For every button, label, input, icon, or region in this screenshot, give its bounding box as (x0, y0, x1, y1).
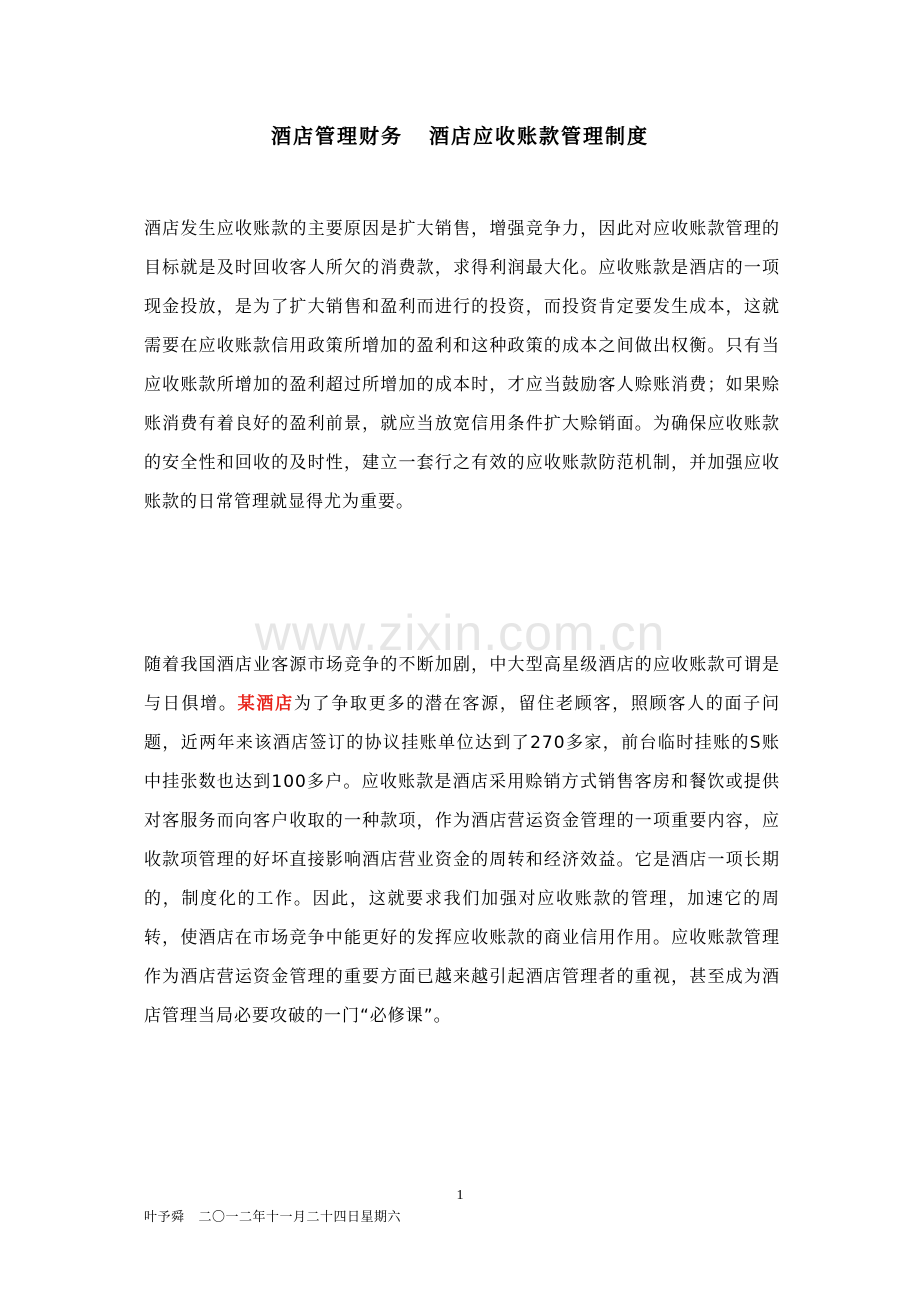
watermark: www.zixin.com.cn (254, 605, 666, 661)
paragraph-1: 酒店发生应收账款的主要原因是扩大销售，增强竞争力，因此对应收账款管理的目标就是及时回收客人所欠的消费款，求得利润最大化。应收账款是酒店的一项现金投放，是为了扩大销售和盈利而进行的投资，而投资肯定要发生成本，这就需要在应收账款信用政策所增加的盈利和这种政策的成本之间做出权衡。只有当应收账款所增加的盈利超过所增加的成本时，才应当鼓励客人赊账消费；如果赊账消费有着良好的盈利前景，就应当放宽信用条件扩大赊销面。为确保应收账款的安全性和回收的及时性，建立一套行之有效的应收账款防范机制，并加强应收账款的日常管理就显得尤为重要。 (144, 219, 780, 512)
hotel-name-highlight: 某酒店 (237, 694, 294, 714)
title-main: 酒店应收账款管理制度 (429, 124, 649, 148)
title-category: 酒店管理财务 (271, 124, 403, 148)
paragraph-2 (144, 646, 780, 1036)
page-title (0, 118, 920, 154)
footer-author: 叶予舜 (144, 1210, 185, 1225)
footer-date: 二〇一二年十一月二十四日星期六 (198, 1210, 402, 1225)
paragraph-2-lead: 随着我国酒店业客源市场竞争的不断加剧，中大型高星级酒店的应收账款可谓是与日俱增。 (144, 655, 780, 714)
page-number: 1 (456, 1188, 464, 1203)
footer (144, 1206, 401, 1225)
paragraph-2-rest: 为了争取更多的潜在客源，留住老顾客，照顾客人的面子问题，近两年来该酒店签订的协议挂账单位达到了270多家，前台临时挂账的S账中挂张数也达到100多户。应收账款是酒店采用赊销方式销售客房和餐饮或提供对客服务而向客户收取的一种款项，作为酒店营运资金管理的一项重要内容，应收款项管理的好坏直接影响酒店营业资金的周转和经济效益。它是酒店一项长期的，制度化的工作。因此，这就要求我们加强对应收账款的管理，加速它的周转，使酒店在市场竞争中能更好的发挥应收账款的商业信用作用。应收账款管理作为酒店营运资金管理的重要方面已越来越引起酒店管理者的重视，甚至成为酒店管理当局必要攻破的一门“必修课”。 (144, 694, 781, 1026)
